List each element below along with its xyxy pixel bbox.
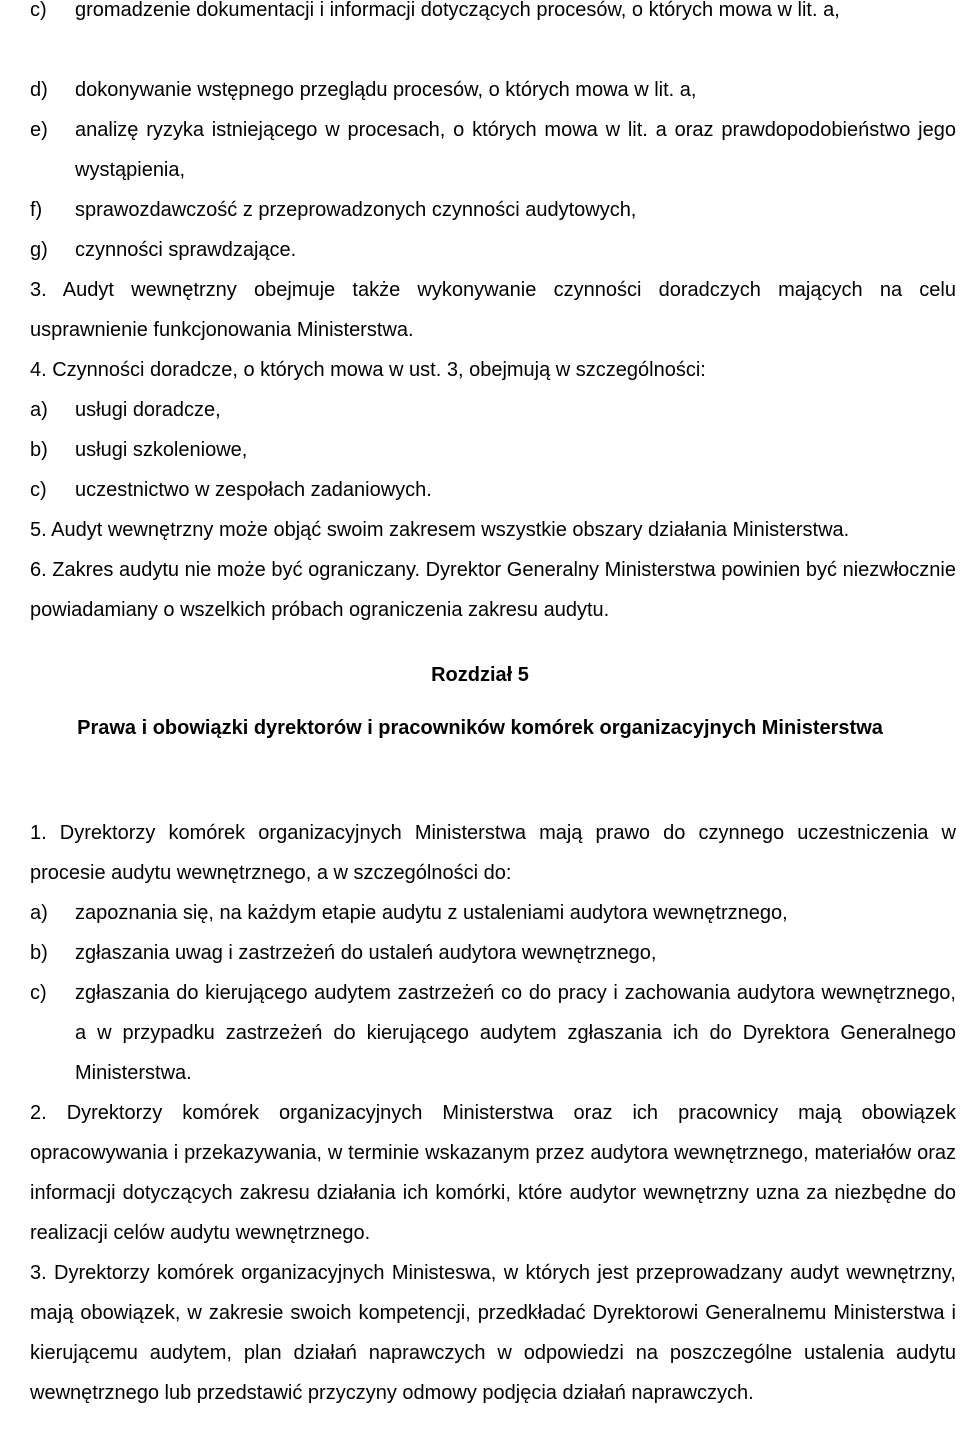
paragraph-6: 6. Zakres audytu nie może być ograniczany. Dyrektor Generalny Ministerstwa powinien być niezwłocznie powiadamiany o wszelkich próbach ograniczenia zakresu audytu. xyxy=(30,559,956,621)
list-marker: b) xyxy=(30,439,48,461)
chapter-paragraph-3: 3. Dyrektorzy komórek organizacyjnych Ministeswa, w których jest przeprowadzany audyt wewnętrzny, mają obowiązek, w zakresie swoich kompetencji, przedkładać Dyrektorowi Generalnemu Ministerstwa i kierującemu audytem, plan działań naprawczych w odpowiedzi na poszczególne ustalenia audytu wewnętrznego lub przedstawić przyczyny odmowy podjęcia działań naprawczych. xyxy=(30,1262,956,1404)
list-item xyxy=(30,933,956,973)
list-item xyxy=(30,0,956,30)
list-item-text: zapoznania się, na każdym etapie audytu z ustaleniami audytora wewnętrznego, xyxy=(75,902,788,924)
list-item xyxy=(30,973,956,1093)
list-marker: c) xyxy=(30,479,47,501)
chapter-paragraph-2: 2. Dyrektorzy komórek organizacyjnych Ministerstwa oraz ich pracownicy mają obowiązek opracowywania i przekazywania, w terminie wskazanym przez audytora wewnętrznego, materiałów oraz informacji dotyczących zakresu działania ich komórki, które audytor wewnętrzny uzna za niezbędne do realizacji celów audytu wewnętrznego. xyxy=(30,1102,956,1244)
list-item xyxy=(30,430,956,470)
list-item-text: usługi doradcze, xyxy=(75,399,221,421)
list-item-text: usługi szkoleniowe, xyxy=(75,439,248,461)
list-item-text: zgłaszania do kierującego audytem zastrzeżeń co do pracy i zachowania audytora wewnętrznego, a w przypadku zastrzeżeń do kierującego audytem zgłaszania ich do Dyrektora Generalnego Ministerstwa. xyxy=(75,982,956,1084)
list-marker: d) xyxy=(30,79,48,101)
paragraph-4: 4. Czynności doradcze, o których mowa w ust. 3, obejmują w szczególności: xyxy=(30,359,706,381)
list-item-text: uczestnictwo w zespołach zadaniowych. xyxy=(75,479,432,501)
list-item xyxy=(30,190,956,230)
list-item xyxy=(30,70,956,110)
list-item xyxy=(30,893,956,933)
list-item-text: gromadzenie dokumentacji i informacji dotyczących procesów, o których mowa w lit. a, xyxy=(75,0,840,21)
list-item xyxy=(30,470,956,510)
list-marker: c) xyxy=(30,0,47,21)
list-marker: c) xyxy=(30,982,47,1004)
chapter-title: Prawa i obowiązki dyrektorów i pracowników komórek organizacyjnych Ministerstwa xyxy=(77,717,883,739)
list-marker: a) xyxy=(30,902,48,924)
list-item xyxy=(30,230,956,270)
list-item xyxy=(30,110,956,190)
chapter-paragraph-1: 1. Dyrektorzy komórek organizacyjnych Ministerstwa mają prawo do czynnego uczestniczenia w procesie audytu wewnętrznego, a w szczególności do: xyxy=(30,822,956,884)
list-item xyxy=(30,390,956,430)
list-marker: f) xyxy=(30,199,43,221)
list-item-text: zgłaszania uwag i zastrzeżeń do ustaleń audytora wewnętrznego, xyxy=(75,942,657,964)
list-marker: b) xyxy=(30,942,48,964)
list-marker: e) xyxy=(30,119,48,141)
chapter-number: Rozdział 5 xyxy=(431,664,529,686)
list-marker: a) xyxy=(30,399,48,421)
list-marker: g) xyxy=(30,239,48,261)
paragraph-3: 3. Audyt wewnętrzny obejmuje także wykonywanie czynności doradczych mających na celu usprawnienie funkcjonowania Ministerstwa. xyxy=(30,279,956,341)
list-item-text: analizę ryzyka istniejącego w procesach, o których mowa w lit. a oraz prawdopodobieństwo jego wystąpienia, xyxy=(75,119,956,181)
paragraph-5: 5. Audyt wewnętrzny może objąć swoim zakresem wszystkie obszary działania Ministerstwa. xyxy=(30,519,850,541)
list-item-text: sprawozdawczość z przeprowadzonych czynności audytowych, xyxy=(75,199,637,221)
list-item-text: dokonywanie wstępnego przeglądu procesów, o których mowa w lit. a, xyxy=(75,79,697,101)
list-item-text: czynności sprawdzające. xyxy=(75,239,297,261)
